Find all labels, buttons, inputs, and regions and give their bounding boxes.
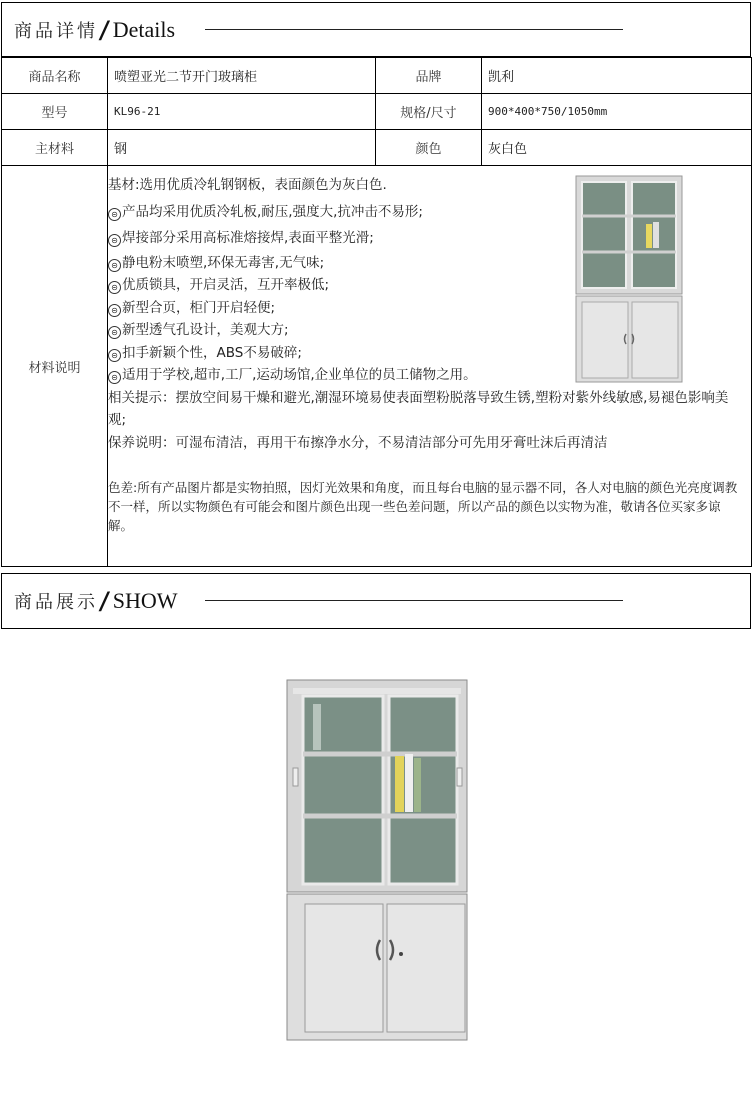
brand-label: 品牌 — [376, 58, 482, 94]
bullet-icon: ⊝ — [108, 281, 121, 294]
bullet-icon: ⊝ — [108, 371, 121, 384]
list-item: ⊝ 产品均采用优质冷轧板,耐压,强度大,抗冲击不易形; — [108, 201, 748, 224]
bullet-icon: ⊝ — [108, 208, 121, 221]
spec-table — [1, 57, 752, 567]
product-name-value: 喷塑亚光二节开门玻璃柜 — [108, 58, 376, 94]
color-label: 颜色 — [376, 130, 482, 166]
desc-tips: 相关提示：摆放空间易干燥和避光,潮湿环境易使表面塑粉脱落导致生锈,塑粉对紫外线敏感,易褪色影响美观; — [108, 389, 729, 428]
model-label: 型号 — [2, 94, 108, 130]
title-slash-icon: / — [98, 15, 111, 44]
model-value: KL96-21 — [108, 94, 376, 130]
list-item: ⊝ 静电粉末喷塑,环保无毒害,无气味; — [108, 252, 748, 275]
bullet-icon: ⊝ — [108, 349, 121, 362]
header-rule — [205, 600, 623, 601]
show-title-cn: 商品展示 — [14, 592, 98, 613]
material-label: 主材料 — [2, 130, 108, 166]
bullet-icon: ⊝ — [108, 234, 121, 247]
size-value: 900*400*750/1050mm — [482, 94, 752, 130]
table-row — [2, 166, 752, 567]
list-item: ⊝ 焊接部分采用高标准熔接焊,表面平整光滑; — [108, 227, 748, 250]
details-title-en: Details — [112, 16, 176, 42]
title-slash-icon: / — [98, 587, 111, 615]
list-item: ⊝ 优质锁具，开启灵活，互开率极低; — [108, 274, 748, 297]
desc-base: 基材:选用优质冷轧钢钢板，表面颜色为灰白色. — [108, 177, 387, 193]
desc-care: 保养说明：可湿布清洁，再用干布擦净水分，不易清洁部分可先用牙膏吐沫后再清洁 — [108, 434, 608, 451]
material-value: 钢 — [108, 130, 376, 166]
brand-value: 凯利 — [482, 58, 752, 94]
details-section-header — [1, 2, 751, 57]
list-item: ⊝ 适用于学校,超市,工厂,运动场馆,企业单位的员工储物之用。 — [108, 364, 748, 387]
table-row — [2, 130, 752, 166]
list-item: ⊝ 扣手新颖个性，ABS不易破碎; — [108, 342, 748, 365]
color-value: 灰白色 — [482, 130, 752, 166]
product-name-label: 商品名称 — [2, 58, 108, 94]
table-row — [2, 58, 752, 94]
show-section-header — [1, 573, 751, 629]
list-item: ⊝ 新型合页，柜门开启轻便; — [108, 297, 748, 320]
desc-label: 材料说明 — [2, 166, 108, 567]
size-label: 规格/尺寸 — [376, 94, 482, 130]
list-item: ⊝ 新型透气孔设计，美观大方; — [108, 319, 748, 342]
bullet-icon: ⊝ — [108, 326, 121, 339]
bullet-icon: ⊝ — [108, 304, 121, 317]
desc-cell — [108, 166, 752, 567]
header-rule — [205, 29, 623, 30]
show-title-en: SHOW — [112, 588, 178, 613]
table-row — [2, 94, 752, 130]
bullet-icon: ⊝ — [108, 259, 121, 272]
cabinet-thumbnail — [574, 174, 686, 386]
cabinet-image — [283, 676, 473, 1048]
desc-color-note: 色差:所有产品图片都是实物拍照，因灯光效果和角度，而且每台电脑的显示器不同，各人对电脑的颜色光亮度调教不一样，所以实物颜色有可能会和图片颜色出现一些色差问题，所以产品的颜色以实物为准，敬请各位买家多谅解。 — [108, 480, 738, 533]
details-title-cn: 商品详情 — [14, 20, 98, 42]
